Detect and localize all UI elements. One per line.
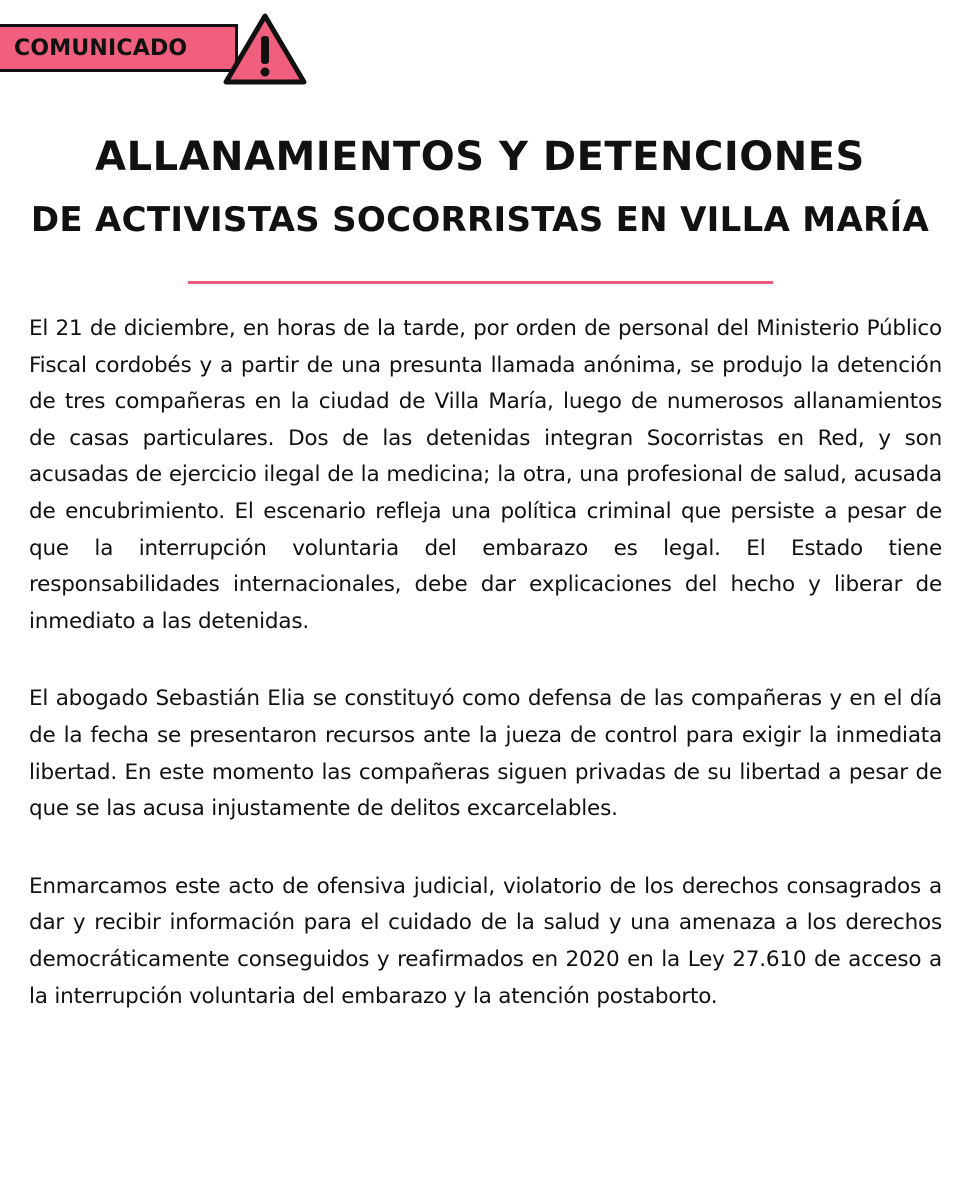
comunicado-badge xyxy=(0,24,238,72)
paragraph-detention: El 21 de diciembre, en horas de la tarde, por orden de personal del Ministerio Público Fiscal cordobés y a partir de una presunta llamada anónima, se produjo la detención de tres compañeras en la ciudad de Villa María, luego de numerosos allanamientos de casas particulares. Dos de las detenidas integran Socorristas en Red, y son acusadas de ejercicio ilegal de la medicina; la otra, una profesional de salud, acusada de encubrimiento. El escenario refleja una política criminal que persiste a pesar de que la interrupción voluntaria del embarazo es legal. El Estado tiene responsabilidades internacionales, debe dar explicaciones del hecho y liberar de inmediato a las detenidas. xyxy=(29,316,942,634)
paragraph-framing: Enmarcamos este acto de ofensiva judicial, violatorio de los derechos consagrados a dar y recibir información para el cuidado de la salud y una amenaza a los derechos democráticamente conseguidos y reafirmados en 2020 en la Ley 27.610 de acceso a la interrupción voluntaria del embarazo y la atención postaborto. xyxy=(29,873,942,1009)
warning-triangle-icon xyxy=(222,12,308,86)
badge-label: COMUNICADO xyxy=(14,36,188,61)
page-title-line-2: DE ACTIVISTAS SOCORRISTAS EN VILLA MARÍA xyxy=(30,200,930,240)
paragraph-defense: El abogado Sebastián Elia se constituyó como defensa de las compañeras y en el día de la fecha se presentaron recursos ante la jueza de control para exigir la inmediata libertad. En este momento las compañeras siguen privadas de su libertad a pesar de que se las acusa injustamente de delitos excarcelables. xyxy=(29,686,942,822)
page-title-line-1: ALLANAMIENTOS Y DETENCIONES xyxy=(95,134,865,180)
title-divider xyxy=(188,281,773,284)
statement-body xyxy=(29,311,942,1015)
